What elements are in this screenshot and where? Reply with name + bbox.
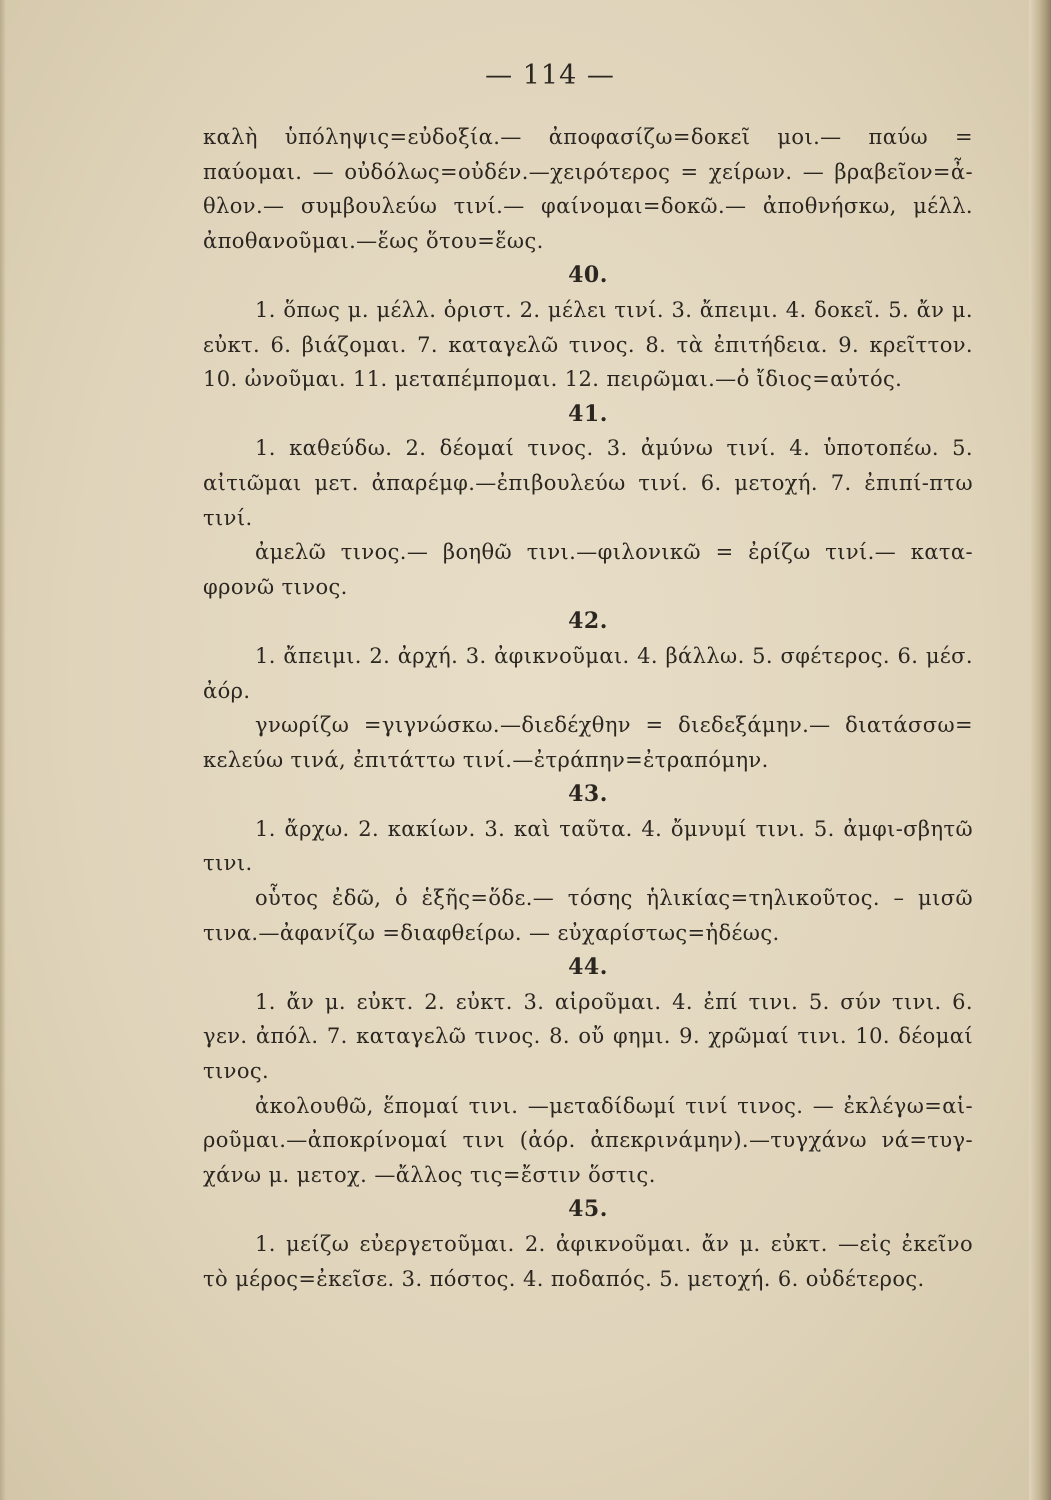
section-43-notes: οὗτος ἐδῶ, ὁ ἑξῆς=ὅδε.— τόσης ἡλικίας=τηλικοῦτος. – μισῶ τινα.—ἀφανίζω =διαφθείρω. — εὐχαρίστως=ἡδέως. — [203, 886, 973, 945]
page-content — [203, 120, 973, 1296]
section-heading-40: 40. — [568, 262, 608, 289]
section-41-notes: ἀμελῶ τινος.— βοηθῶ τινι.—φιλονικῶ = ἐρίζω τινί.— κατα-φρονῶ τινος. — [203, 540, 973, 599]
section-44-answers: 1. ἄν μ. εὐκτ. 2. εὐκτ. 3. αἱροῦμαι. 4. ἐπί τινι. 5. σύν τινι. 6. γεν. ἀπόλ. 7. καταγελῶ τινος. 8. οὔ φημι. 9. χρῶμαί τινι. 10. δέομαί τινος. — [203, 989, 973, 1084]
section-44-notes: ἀκολουθῶ, ἕπομαί τινι. —μεταδίδωμί τινί τινος. — ἐκλέγω=αἱ-ροῦμαι.—ἀποκρίνομαί τινι (ἀόρ. ἀπεκρινάμην).—τυγχάνω νά=τυγ-χάνω μ. μετοχ. —ἄλλος τις=ἔστιν ὅστις. — [203, 1093, 973, 1187]
section-heading-42: 42. — [568, 608, 608, 635]
intro-paragraph: καλὴ ὑπόληψις=εὐδοξία.— ἀποφασίζω=δοκεῖ μοι.— παύω = παύομαι. — οὐδόλως=οὐδέν.—χειρότερος = χείρων. — βραβεῖον=ἆ-θλον.— συμβουλεύω τινί.— φαίνομαι=δοκῶ.— ἀποθνήσκω, μέλλ. ἀποθανοῦμαι.—ἕως ὅτου=ἕως. — [203, 125, 973, 253]
section-42-notes: γνωρίζω =γιγνώσκω.—διεδέχθην = διεδεξάμην.— διατάσσω= κελεύω τινά, ἐπιτάττω τινί.—ἐτράπην=ἐτραπόμην. — [203, 713, 973, 772]
section-heading-45: 45. — [568, 1196, 608, 1223]
page-number: — 114 — — [485, 60, 615, 91]
section-40-answers: 1. ὅπως μ. μέλλ. ὁριστ. 2. μέλει τινί. 3. ἄπειμι. 4. δοκεῖ. 5. ἄν μ. εὐκτ. 6. βιάζομαι. 7. καταγελῶ τινος. 8. τὰ ἐπιτήδεια. 9. κρεῖττον. 10. ὠνοῦμαι. 11. μεταπέμπομαι. 12. πειρῶμαι.—ὁ ἴδιος=αὐτός. — [203, 297, 973, 392]
section-heading-41: 41. — [568, 400, 608, 427]
section-43-answers: 1. ἄρχω. 2. κακίων. 3. καὶ ταῦτα. 4. ὄμνυμί τινι. 5. ἀμφι-σβητῶ τινι. — [203, 816, 973, 876]
section-41-answers: 1. καθεύδω. 2. δέομαί τινος. 3. ἀμύνω τινί. 4. ὑποτοπέω. 5. αἰτιῶμαι μετ. ἀπαρέμφ.—ἐπιβουλεύω τινί. 6. μετοχή. 7. ἐπιπί-πτω τινί. — [203, 436, 973, 530]
section-heading-44: 44. — [568, 954, 608, 981]
section-45-answers: 1. μείζω εὐεργετοῦμαι. 2. ἀφικνοῦμαι. ἄν μ. εὐκτ. —εἰς ἐκεῖνο τὸ μέρος=ἐκεῖσε. 3. πόστος. 4. ποδαπός. 5. μετοχή. 6. οὐδέτερος. — [203, 1232, 973, 1291]
page-gutter-shadow — [1029, 0, 1051, 1500]
section-42-answers: 1. ἄπειμι. 2. ἀρχή. 3. ἀφικνοῦμαι. 4. βάλλω. 5. σφέτερος. 6. μέσ. ἀόρ. — [203, 643, 973, 703]
page-left-edge — [0, 0, 6, 1500]
section-heading-43: 43. — [568, 781, 608, 808]
